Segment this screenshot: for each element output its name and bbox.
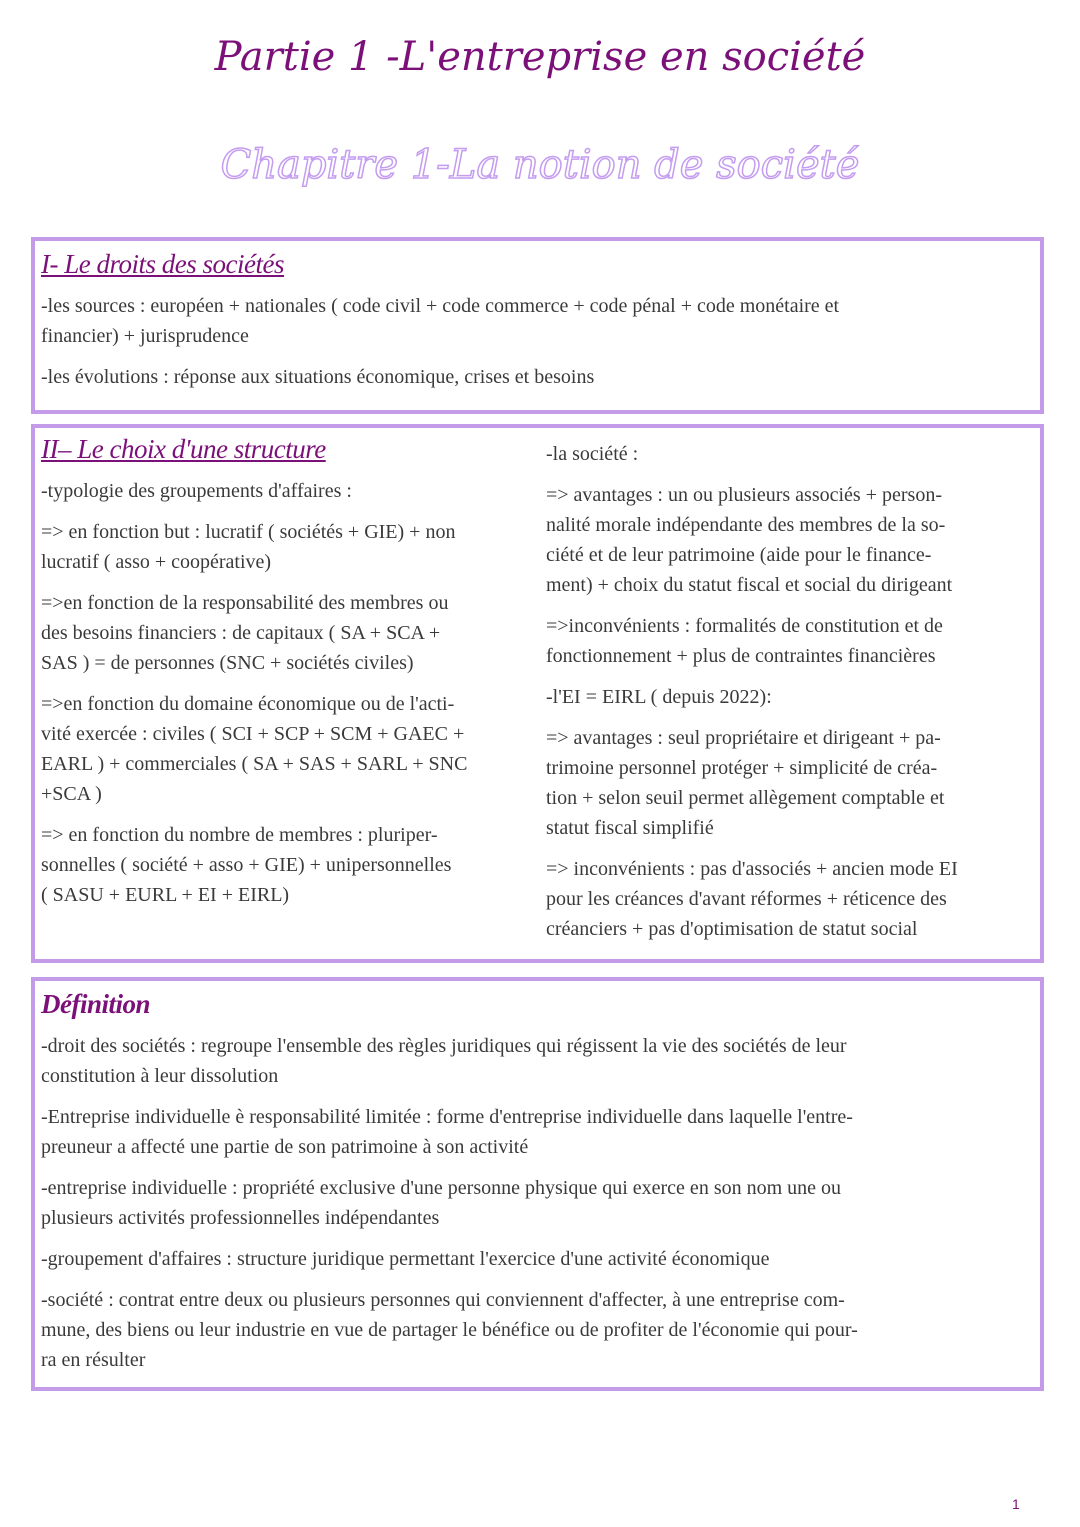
text-line: mune, des biens ou leur industrie en vue de partager le bénéfice ou de profiter de l'économie qui pour- bbox=[41, 1319, 858, 1341]
text-line: plusieurs activités professionnelles indépendantes bbox=[41, 1207, 440, 1229]
paragraphs bbox=[41, 1031, 1034, 1375]
text-line: des besoins financiers : de capitaux ( SA + SCA + bbox=[41, 622, 441, 644]
paragraph bbox=[41, 1031, 1034, 1091]
text-line: preuneur a affecté une partie de son patrimoine à son activité bbox=[41, 1136, 529, 1158]
text-line: ( SASU + EURL + EI + EIRL) bbox=[41, 884, 290, 906]
text-line: -entreprise individuelle : propriété exclusive d'une personne physique qui exerce en son nom une ou bbox=[41, 1177, 842, 1199]
paragraph bbox=[546, 439, 1046, 469]
text-line: -typologie des groupements d'affaires : bbox=[41, 480, 352, 502]
section-heading: I- Le droits des sociétés bbox=[41, 249, 284, 279]
section-droits-des-societes bbox=[31, 237, 1044, 414]
paragraph bbox=[41, 1285, 1034, 1375]
text-line: EARL ) + commerciales ( SA + SAS + SARL + SNC bbox=[41, 753, 468, 775]
text-line: -groupement d'affaires : structure juridique permettant l'exercice d'une activité économique bbox=[41, 1248, 770, 1270]
paragraph bbox=[41, 820, 541, 910]
text-line: -société : contrat entre deux ou plusieurs personnes qui conviennent d'affecter, à une entreprise com- bbox=[41, 1289, 845, 1311]
paragraph bbox=[41, 476, 541, 506]
paragraph bbox=[41, 362, 1034, 392]
text-line: => inconvénients : pas d'associés + ancien mode EI bbox=[546, 858, 958, 880]
text-line: =>inconvénients : formalités de constitution et de bbox=[546, 615, 943, 637]
paragraph bbox=[41, 1102, 1034, 1162]
paragraph bbox=[41, 517, 541, 577]
text-line: -la société : bbox=[546, 443, 639, 465]
paragraph bbox=[546, 611, 1046, 671]
text-line: trimoine personnel protéger + simplicité de créa- bbox=[546, 757, 938, 779]
text-line: tion + selon seuil permet allègement comptable et bbox=[546, 787, 945, 809]
text-line: fonctionnement + plus de contraintes financières bbox=[546, 645, 936, 667]
paragraph bbox=[546, 723, 1046, 843]
paragraph bbox=[546, 682, 1046, 712]
text-line: => avantages : seul propriétaire et dirigeant + pa- bbox=[546, 727, 941, 749]
text-line: +SCA ) bbox=[41, 783, 102, 805]
text-line: => en fonction but : lucratif ( sociétés + GIE) + non bbox=[41, 521, 456, 543]
paragraph bbox=[546, 480, 1046, 600]
paragraph bbox=[41, 588, 541, 678]
text-line: -Entreprise individuelle è responsabilité limitée : forme d'entreprise individuelle dans laquelle l'entre- bbox=[41, 1106, 853, 1128]
part-title: Partie 1 -L'entreprise en société bbox=[214, 34, 866, 80]
text-line: =>en fonction de la responsabilité des membres ou bbox=[41, 592, 449, 614]
left-column bbox=[41, 434, 541, 910]
paragraphs bbox=[546, 439, 1046, 944]
text-line: -l'EI = EIRL ( depuis 2022): bbox=[546, 686, 772, 708]
text-line: ra en résulter bbox=[41, 1349, 146, 1371]
text-line: SAS ) = de personnes (SNC + sociétés civiles) bbox=[41, 652, 414, 674]
paragraphs bbox=[41, 291, 1034, 392]
text-line: vité exercée : civiles ( SCI + SCP + SCM + GAEC + bbox=[41, 723, 465, 745]
text-line: -droit des sociétés : regroupe l'ensemble des règles juridiques qui régissent la vie des sociétés de leur bbox=[41, 1035, 847, 1057]
text-line: ment) + choix du statut fiscal et social du dirigeant bbox=[546, 574, 953, 596]
paragraphs bbox=[41, 476, 541, 910]
text-line: => en fonction du nombre de membres : pluriper- bbox=[41, 824, 438, 846]
section-choix-structure bbox=[31, 424, 1044, 963]
text-line: ciété et de leur patrimoine (aide pour le finance- bbox=[546, 544, 932, 566]
paragraph bbox=[41, 291, 1034, 351]
paragraph bbox=[41, 1173, 1034, 1233]
text-line: statut fiscal simplifié bbox=[546, 817, 714, 839]
text-line: => avantages : un ou plusieurs associés + person- bbox=[546, 484, 942, 506]
right-column bbox=[546, 428, 1046, 944]
text-line: constitution à leur dissolution bbox=[41, 1065, 279, 1087]
section-heading: II– Le choix d'une structure bbox=[41, 434, 326, 464]
text-line: sonnelles ( société + asso + GIE) + unipersonnelles bbox=[41, 854, 452, 876]
text-line: financier) + jurisprudence bbox=[41, 325, 249, 347]
text-line: =>en fonction du domaine économique ou de l'acti- bbox=[41, 693, 455, 715]
paragraph bbox=[41, 689, 541, 809]
text-line: -les sources : européen + nationales ( code civil + code commerce + code pénal + code monétaire et bbox=[41, 295, 840, 317]
text-line: nalité morale indépendante des membres de la so- bbox=[546, 514, 946, 536]
paragraph bbox=[41, 1244, 1034, 1274]
page-number: 1 bbox=[1012, 1496, 1020, 1512]
text-line: lucratif ( asso + coopérative) bbox=[41, 551, 272, 573]
section-definition bbox=[31, 977, 1044, 1391]
paragraph bbox=[546, 854, 1046, 944]
chapter-title: Chapitre 1-La notion de société bbox=[220, 142, 860, 188]
section-heading: Définition bbox=[41, 989, 151, 1019]
text-line: pour les créances d'avant réformes + réticence des bbox=[546, 888, 947, 910]
text-line: créanciers + pas d'optimisation de statut social bbox=[546, 918, 918, 940]
text-line: -les évolutions : réponse aux situations économique, crises et besoins bbox=[41, 366, 595, 388]
